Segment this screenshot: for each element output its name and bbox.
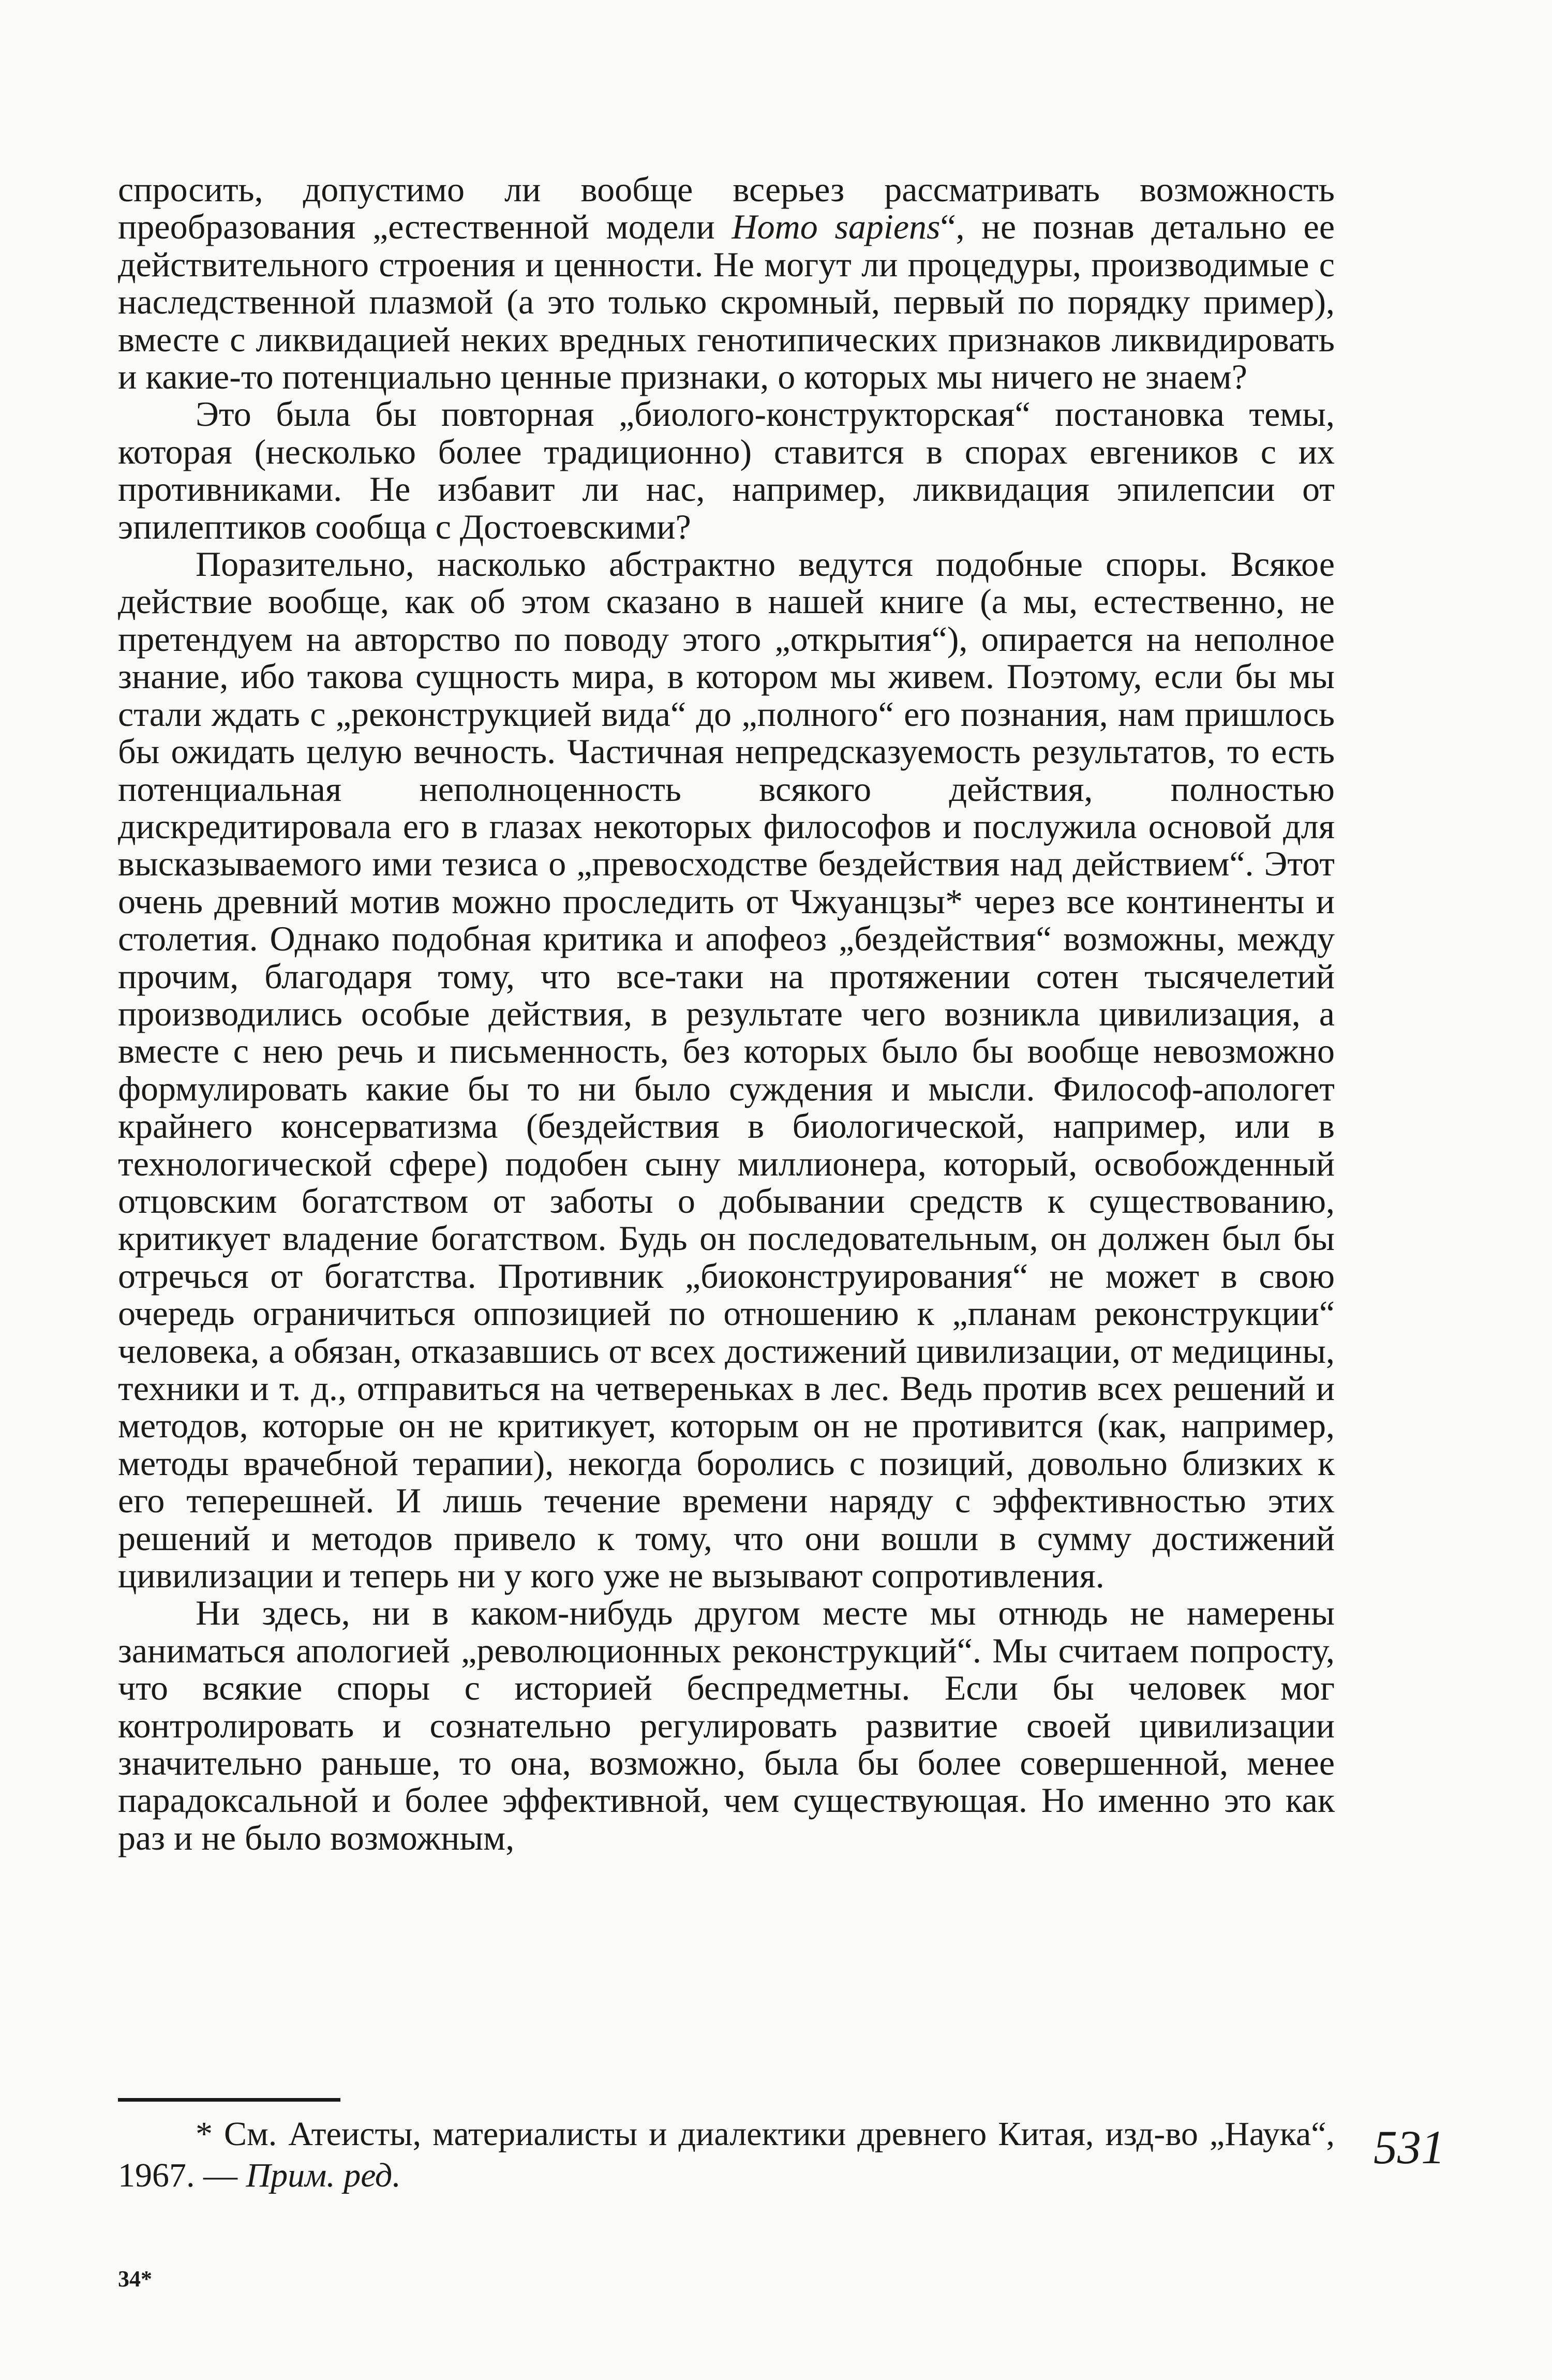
editor-note: Прим. ред. — [246, 2156, 401, 2194]
paragraph-4: Ни здесь, ни в каком-нибудь другом месте мы отнюдь не намерены заниматься апологией „революционных реконструкций“. Мы считаем попросту, что всякие споры с историей беспредметны. Если бы человек мог контролировать и сознательно регулировать развитие своей цивилизации значительно раньше, то она, возможно, была бы более совершенной, менее парадоксальной и более эффективной, чем существующая. Но именно это как раз и не было возможным, — [118, 1593, 1335, 1857]
signature-mark: 34* — [118, 2266, 152, 2292]
footnote-divider — [118, 2098, 340, 2102]
footnote: * См. Атеисты, материалисты и диалектики древнего Китая, изд-во „Наука“, 1967. — Прим. ред. — [118, 2115, 1335, 2194]
main-text — [118, 171, 1335, 1856]
paragraph-1: спросить, допустимо ли вообще всерьез рассматривать возможность преобразования „естественной модели Homo sapiens“, не познав детально ее действительного строения и ценности. Не могут ли процедуры, производимые с наследственной плазмой (а это только скромный, первый по порядку пример), вместе с ликвидацией некиx вредных генотипических признаков ликвидировать и какие-то потенциально ценные признаки, о которых мы ничего не знаем? — [118, 170, 1335, 397]
paragraph-2: Это была бы повторная „биолого-конструкторская“ постановка темы, которая (несколько более традиционно) ставится в спорах евгеников с их противниками. Не избавит ли нас, например, ликвидация эпилепсии от эпилептиков сообща с Достоевскими? — [118, 394, 1335, 546]
latin-term: Homo sapiens — [732, 207, 941, 247]
paragraph-3: Поразительно, насколько абстрактно ведутся подобные споры. Всякое действие вообще, как об этом сказано в нашей книге (а мы, естественно, не претендуем на авторство по поводу этого „открытия“), опирается на неполное знание, ибо такова сущность мира, в котором мы живем. Поэтому, если бы мы стали ждать с „реконструкцией вида“ до „полного“ его познания, нам пришлось бы ожидать целую вечность. Частичная непредсказуемость результатов, то есть потенциальная неполноценность всякого действия, полностью дискредитировала его в глазах некоторых философов и послужила основой для высказываемого ими тезиса о „превосходстве бездействия над действием“. Этот очень древний мотив можно проследить от Чжуанцзы* через все континенты и столетия. Однако подобная критика и апофеоз „бездействия“ возможны, между прочим, благодаря тому, что все-таки на протяжении сотен тысячелетий производились особые действия, в результате чего возникла цивилизация, а вместе с нею речь и письменность, без которых было бы вообще невозможно формулировать какие бы то ни было суждения и мысли. Философ-апологет крайнего консерватизма (бездействия в биологической, например, или в технологической сфере) подобен сыну миллионера, который, освобожденный отцовским богатством от заботы о добывании средств к существованию, критикует владение богатством. Будь он последовательным, он должен был бы отречься от богатства. Противник „биоконструирования“ не может в свою очередь ограничиться оппозицией по отношению к „планам реконструкции“ человека, а обязан, отказавшись от всех достижений цивилизации, от медицины, техники и т. д., отправиться на четвереньках в лес. Ведь против всех решений и методов, которые он не критикует, которым он не противится (как, например, методы врачебной терапии), некогда боролись с позиций, довольно близких к его теперешней. И лишь течение времени наряду с эффективностью этих решений и методов привело к тому, что они вошли в сумму достижений цивилизации и теперь ни у кого уже не вызывают сопротивления. — [118, 544, 1335, 1596]
page-number: 531 — [1374, 2121, 1445, 2174]
